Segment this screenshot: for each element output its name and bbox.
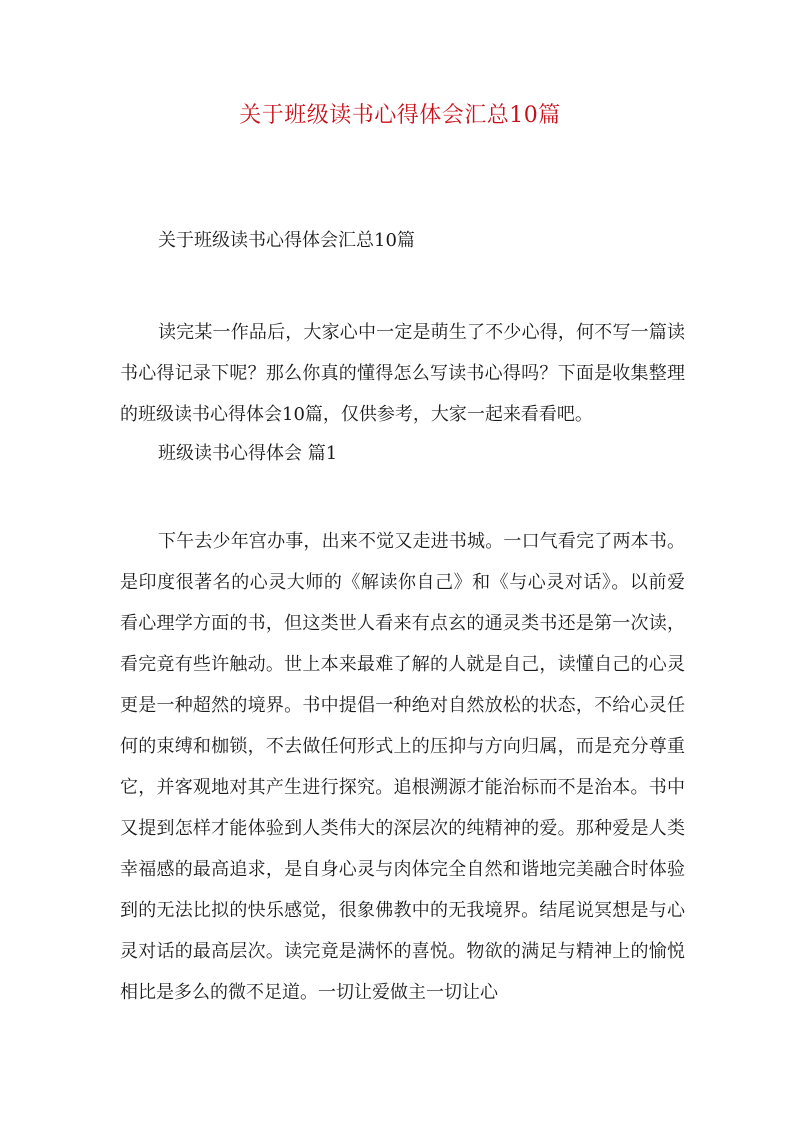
- document-title: 关于班级读书心得体会汇总10篇: [239, 103, 561, 128]
- document-subtitle: 关于班级读书心得体会汇总10篇: [158, 230, 415, 251]
- section-heading: 班级读书心得体会 篇1: [158, 443, 338, 464]
- section-body-paragraph: 下午去少年宫办事，出来不觉又走进书城。一口气看完了两本书。是印度很著名的心灵大师的《解读你自己》和《与心灵对话》。以前爱看心理学方面的书，但这类世人看来有点玄的通灵类书还是第一次读，看完竟有些许触动。世上本来最难了解的人就是自己，读懂自己的心灵更是一种超然的境界。书中提倡一种绝对自然放松的状态，不给心灵任何的束缚和枷锁，不去做任何形式上的压抑与方向归属，而是充分尊重它，并客观地对其产生进行探究。追根溯源才能治标而不是治本。书中又提到怎样才能体验到人类伟大的深层次的纯精神的爱。那种爱是人类幸福感的最高追求，是自身心灵与肉体完全自然和谐地完美融合时体验到的无法比拟的快乐感觉，很象佛教中的无我境界。结尾说冥想是与心灵对话的最高层次。读完竟是满怀的喜悦。物欲的满足与精神上的愉悦相比是多么的微不足道。一切让爱做主一切让心: [120, 531, 685, 1003]
- intro-paragraph: 读完某一作品后，大家心中一定是萌生了不少心得，何不写一篇读书心得记录下呢？那么你真的懂得怎么写读书心得吗？下面是收集整理的班级读书心得体会10篇，仅供参考，大家一起来看看吧。: [120, 322, 685, 425]
